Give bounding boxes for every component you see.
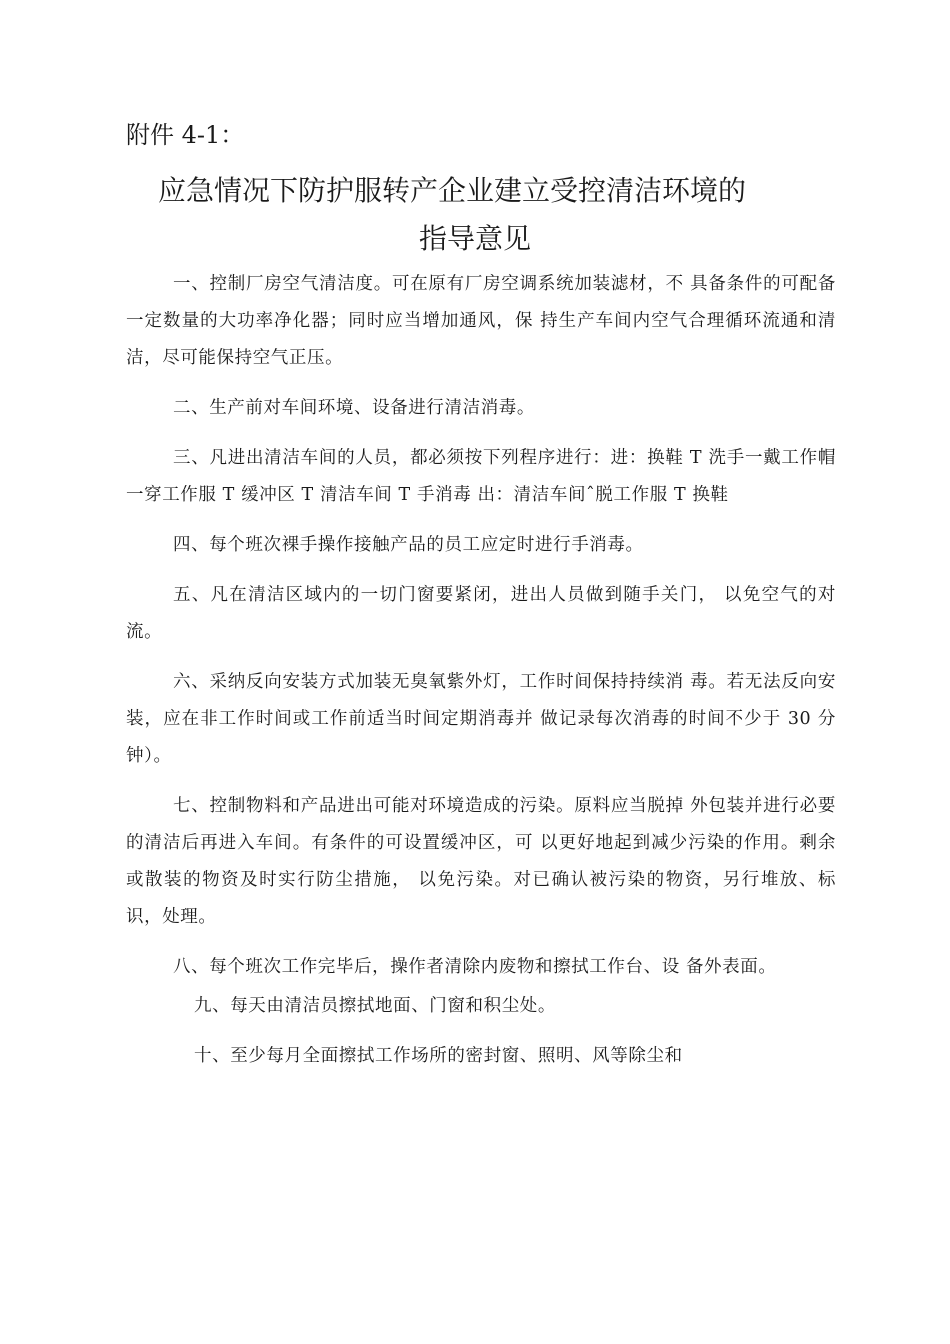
paragraph-3: 三、凡进出清洁车间的人员，都必须按下列程序进行：进：换鞋 T 洗手一戴工作帽一穿工作服 T 缓冲区 T 清洁车间 T 手消毒 出：清洁车间ˆ脱工作服 T 换鞋: [126, 448, 836, 505]
paragraph-10: 十、至少每月全面擦拭工作场所的密封窗、照明、风等除尘和: [194, 1046, 683, 1066]
paragraph-2: 二、生产前对车间环境、设备进行清洁消毒。: [173, 398, 535, 418]
paragraph-5: 五、凡在清洁区域内的一切门窗要紧闭，进出人员做到随手关门， 以免空气的对流。: [126, 585, 836, 642]
paragraph-7: 七、控制物料和产品进出可能对环境造成的污染。原料应当脱掉 外包装并进行必要的清洁后再进入车间。有条件的可设置缓冲区，可 以更好地起到减少污染的作用。剩余或散装的物资及时实行防尘措施， 以免污染。对已确认被污染的物资，另行堆放、标识，处理。: [126, 796, 836, 927]
paragraph-6: 六、采纳反向安装方式加装无臭氧紫外灯，工作时间保持持续消 毒。若无法反向安装，应在非工作时间或工作前适当时间定期消毒并 做记录每次消毒的时间不少于 30 分钟）。: [126, 672, 836, 766]
document-title-line-1: 应急情况下防护服转产企业建立受控清洁环境的: [157, 174, 746, 207]
paragraph-1: 一、控制厂房空气清洁度。可在原有厂房空调系统加装滤材，不 具备条件的可配备一定数量的大功率净化器；同时应当增加通风，保 持生产车间内空气合理循环流通和清洁，尽可能保持空气正压。: [126, 274, 836, 368]
paragraph-4: 四、每个班次裸手操作接触产品的员工应定时进行手消毒。: [173, 535, 644, 555]
attachment-label: 附件 4-1：: [126, 121, 245, 149]
paragraph-8: 八、每个班次工作完毕后，操作者清除内废物和擦拭工作台、设 备外表面。: [173, 957, 777, 977]
document-title-line-2: 指导意见: [418, 222, 531, 255]
paragraph-9: 九、每天由清洁员擦拭地面、门窗和积尘处。: [194, 996, 556, 1016]
document-body: [126, 266, 836, 1075]
